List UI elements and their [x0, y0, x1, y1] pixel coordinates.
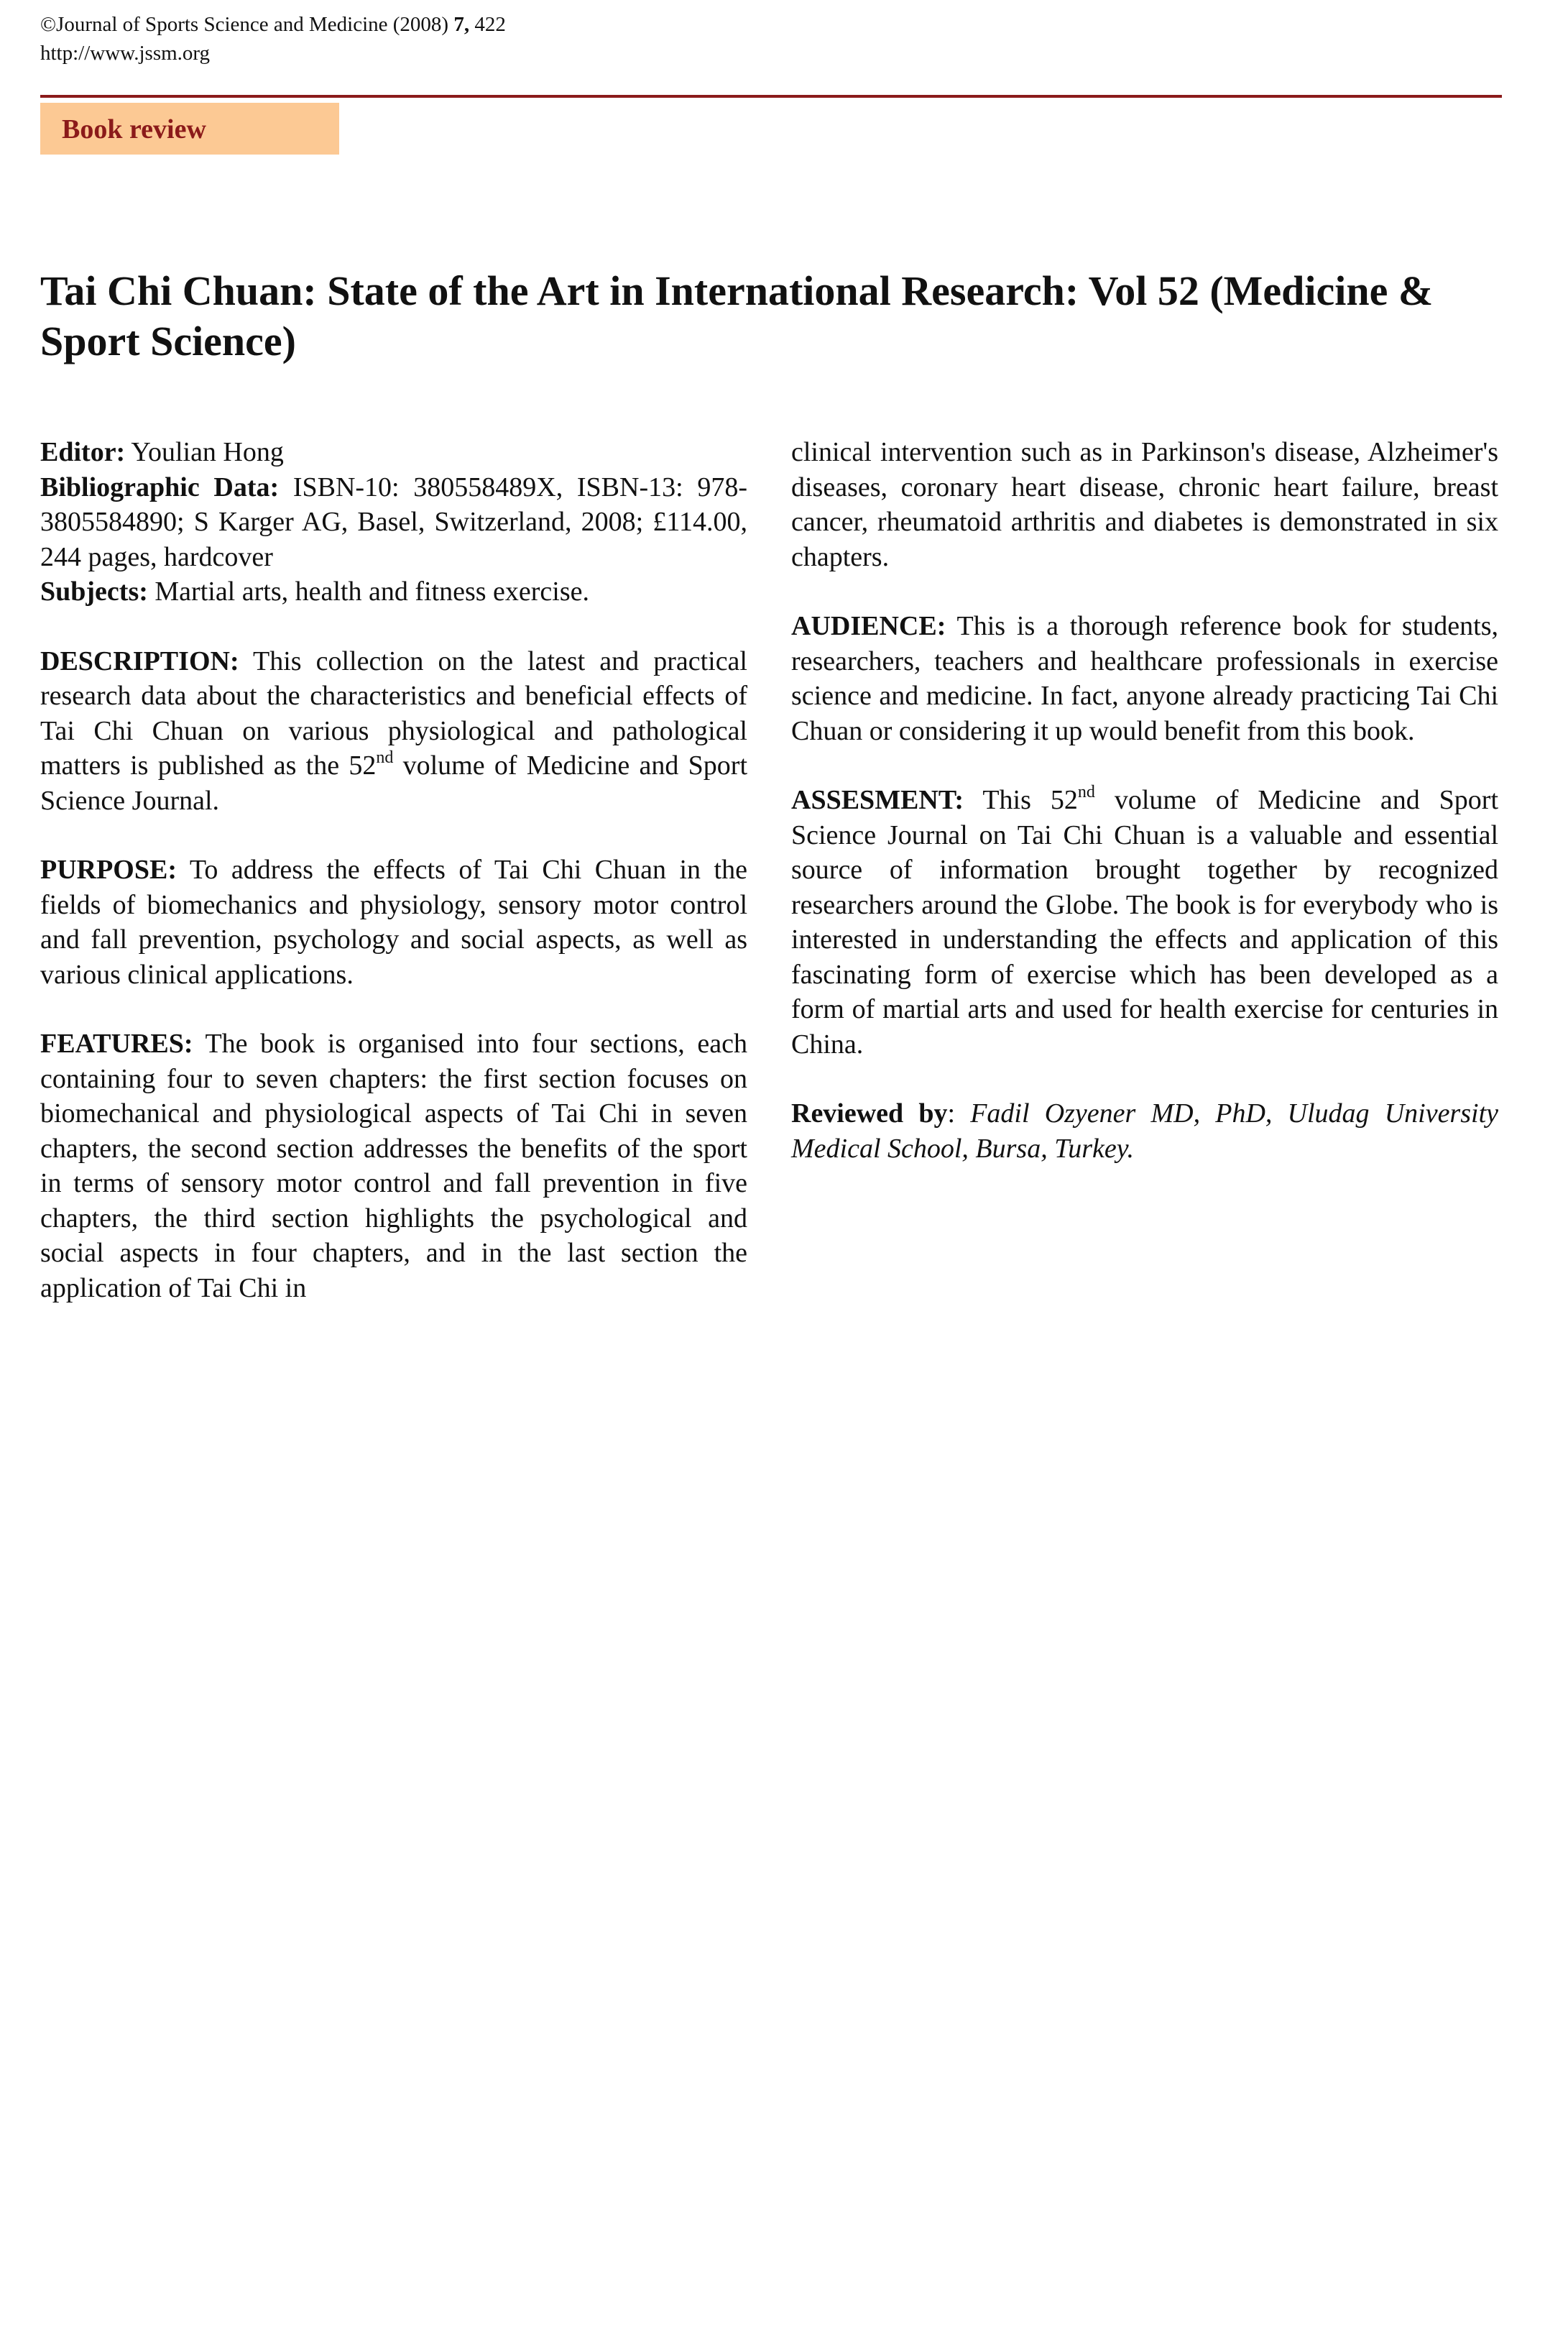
audience-text: This is a thorough reference book for students, researchers, teachers and healthcare professionals in exercise science and medicine. In fact, anyone already practicing Tai Chi Chuan or considering it up would benefit from this book. [791, 611, 1498, 746]
reviewer-name: Fadil Ozyener MD, PhD, Uludag University Medical School, Bursa, Turkey. [791, 1098, 1498, 1164]
purpose-text: To address the effects of Tai Chi Chuan in the fields of biomechanics and physiology, sensory motor control and fall prevention, psychology and social aspects, as well as various clinical applications. [40, 855, 747, 990]
reviewed-by-paragraph: Reviewed by: Fadil Ozyener MD, PhD, Uludag University Medical School, Bursa, Turkey. [791, 1098, 1498, 1164]
header-divider [40, 95, 1502, 98]
right-column [791, 435, 1498, 1166]
subjects-value: Martial arts, health and fitness exercise. [155, 576, 589, 607]
bibliographic-value: ISBN-10: 380558489X, ISBN-13: 978-3805584890; S Karger AG, Basel, Switzerland, 2008; £114.00, 244 pages, hardcover [40, 472, 747, 572]
journal-url: http://www.jssm.org [40, 42, 211, 65]
description-label: DESCRIPTION: [40, 646, 239, 676]
book-info [40, 435, 747, 610]
journal-page: 422 [474, 13, 506, 36]
subjects-label: Subjects: [40, 576, 148, 607]
description-superscript: nd [376, 748, 394, 768]
description-text-end: volume of Medicine and Sport Science Journal. [40, 750, 747, 816]
journal-volume: 7, [453, 13, 470, 36]
article-title: Tai Chi Chuan: State of the Art in International Research: Vol 52 (Medicine & Sport Science) [40, 267, 1434, 364]
journal-header [40, 10, 506, 68]
assessment-superscript: nd [1077, 783, 1095, 802]
editor-value: Youlian Hong [131, 437, 284, 467]
assessment-label: ASSESMENT: [791, 785, 964, 815]
assessment-text-end: volume of Medicine and Sport Science Journal on Tai Chi Chuan is a valuable and essential source of information brought together by recognized researchers around the Globe. The book is for everybody who is interested in understanding the effects and application of this fascinating form of exercise which has been developed as a form of martial arts and used for health exercise for centuries in China. [791, 785, 1499, 1060]
features-text: The book is organised into four sections, each containing four to seven chapters: the first section focuses on biomechanical and physiological aspects of Tai Chi in seven chapters, the second section addresses the benefits of the sport in terms of sensory motor control and fall prevention in five chapters, the third section highlights the psychological and social aspects in four chapters, and in the last section the application of Tai Chi in [40, 1029, 747, 1303]
audience-paragraph [791, 609, 1498, 748]
features-paragraph [40, 1026, 747, 1305]
left-column [40, 435, 747, 1305]
features-label: FEATURES: [40, 1029, 193, 1059]
editor-label: Editor: [40, 437, 126, 467]
audience-label: AUDIENCE: [791, 611, 946, 641]
section-badge: Book review [40, 103, 339, 155]
reviewed-by-label: Reviewed by [791, 1098, 948, 1129]
description-paragraph [40, 644, 747, 819]
purpose-label: PURPOSE: [40, 855, 177, 885]
journal-citation [40, 10, 506, 39]
journal-citation-text: ©Journal of Sports Science and Medicine (2008) [40, 13, 449, 36]
purpose-paragraph [40, 853, 747, 992]
assessment-text: This 52 [982, 785, 1078, 815]
description-text: This collection on the latest and practical research data about the characteristics and beneficial effects of Tai Chi Chuan on various physiological and pathological matters is published as the 52 [40, 646, 747, 781]
features-continuation: clinical intervention such as in Parkinson's disease, Alzheimer's diseases, coronary heart disease, chronic heart failure, breast cancer, rheumatoid arthritis and diabetes is demonstrated in six chapters. [791, 437, 1498, 572]
assessment-paragraph [791, 783, 1498, 1062]
bibliographic-label: Bibliographic Data: [40, 472, 280, 502]
